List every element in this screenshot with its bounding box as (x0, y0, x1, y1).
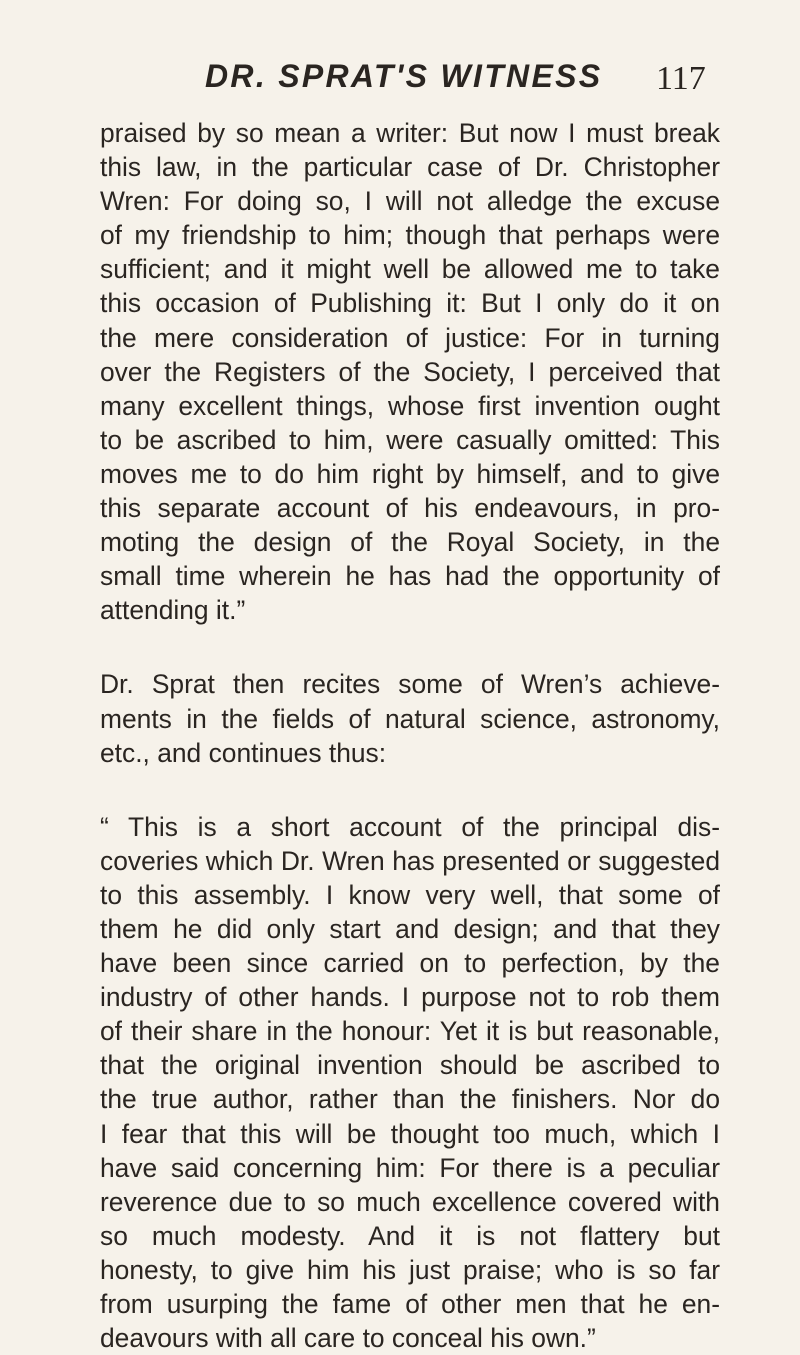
text-line: Dr. Sprat then recites some of Wren’s achieve- (100, 669, 720, 700)
text-line: coveries which Dr. Wren has presented or suggested (100, 845, 720, 876)
text-line: the mere consideration of justice: For in turning (100, 322, 720, 353)
text-line: to this assembly. I know very well, that some of (100, 879, 720, 910)
paragraph (100, 810, 720, 1355)
text-line: so much modesty. And it is not flattery but (100, 1220, 720, 1251)
text-line: have said concerning him: For there is a peculiar (100, 1152, 720, 1183)
text-line: etc., and continues thus: (100, 737, 387, 768)
text-line: of my friendship to him; though that perhaps were (100, 220, 720, 251)
text-line: the true author, rather than the finishers. Nor do (100, 1084, 720, 1115)
text-line: have been since carried on to perfection, by the (100, 948, 720, 979)
paragraph (100, 667, 720, 769)
running-head (0, 58, 800, 108)
text-line: I fear that this will be thought too much, which I (100, 1118, 720, 1149)
text-line: small time wherein he has had the opportunity of (100, 561, 720, 592)
body-text (100, 116, 720, 1355)
page-number: 117 (656, 60, 706, 97)
text-line: industry of other hands. I purpose not to rob them (100, 982, 720, 1013)
text-line: this separate account of his endeavours, in pro- (100, 493, 720, 524)
text-line: reverence due to so much excellence covered with (100, 1186, 720, 1217)
running-title: DR. SPRAT'S WITNESS (205, 58, 603, 94)
text-line: to be ascribed to him, were casually omitted: This (100, 424, 720, 455)
text-line: “ This is a short account of the principal dis- (100, 811, 720, 842)
text-line: this law, in the particular case of Dr. Christopher (100, 152, 720, 183)
text-line: ments in the fields of natural science, astronomy, (100, 703, 720, 734)
text-line: many excellent things, whose first invention ought (100, 390, 720, 421)
text-line: moves me to do him right by himself, and to give (100, 458, 720, 489)
text-line: Wren: For doing so, I will not alledge the excuse (100, 186, 720, 217)
paragraph-gap (100, 770, 720, 810)
text-line: from usurping the fame of other men that he en- (100, 1289, 720, 1319)
text-line: that the original invention should be ascribed to (100, 1050, 720, 1081)
text-line: sufficient; and it might well be allowed me to take (100, 254, 720, 285)
paragraph-gap (100, 627, 720, 667)
text-line: them he did only start and design; and that they (100, 913, 720, 944)
text-line: attending it.” (100, 595, 246, 626)
paragraph (100, 116, 720, 627)
text-line: moting the design of the Royal Society, in the (100, 527, 720, 558)
text-line: praised by so mean a writer: But now I must break (100, 118, 720, 148)
text-line: this occasion of Publishing it: But I only do it on (100, 288, 720, 319)
text-line: honesty, to give him his just praise; who is so far (100, 1254, 720, 1285)
text-line: over the Registers of the Society, I perceived that (100, 356, 720, 387)
text-line: deavours with all care to conceal his own.” (100, 1323, 596, 1354)
text-line: of their share in the honour: Yet it is but reasonable, (100, 1016, 720, 1047)
